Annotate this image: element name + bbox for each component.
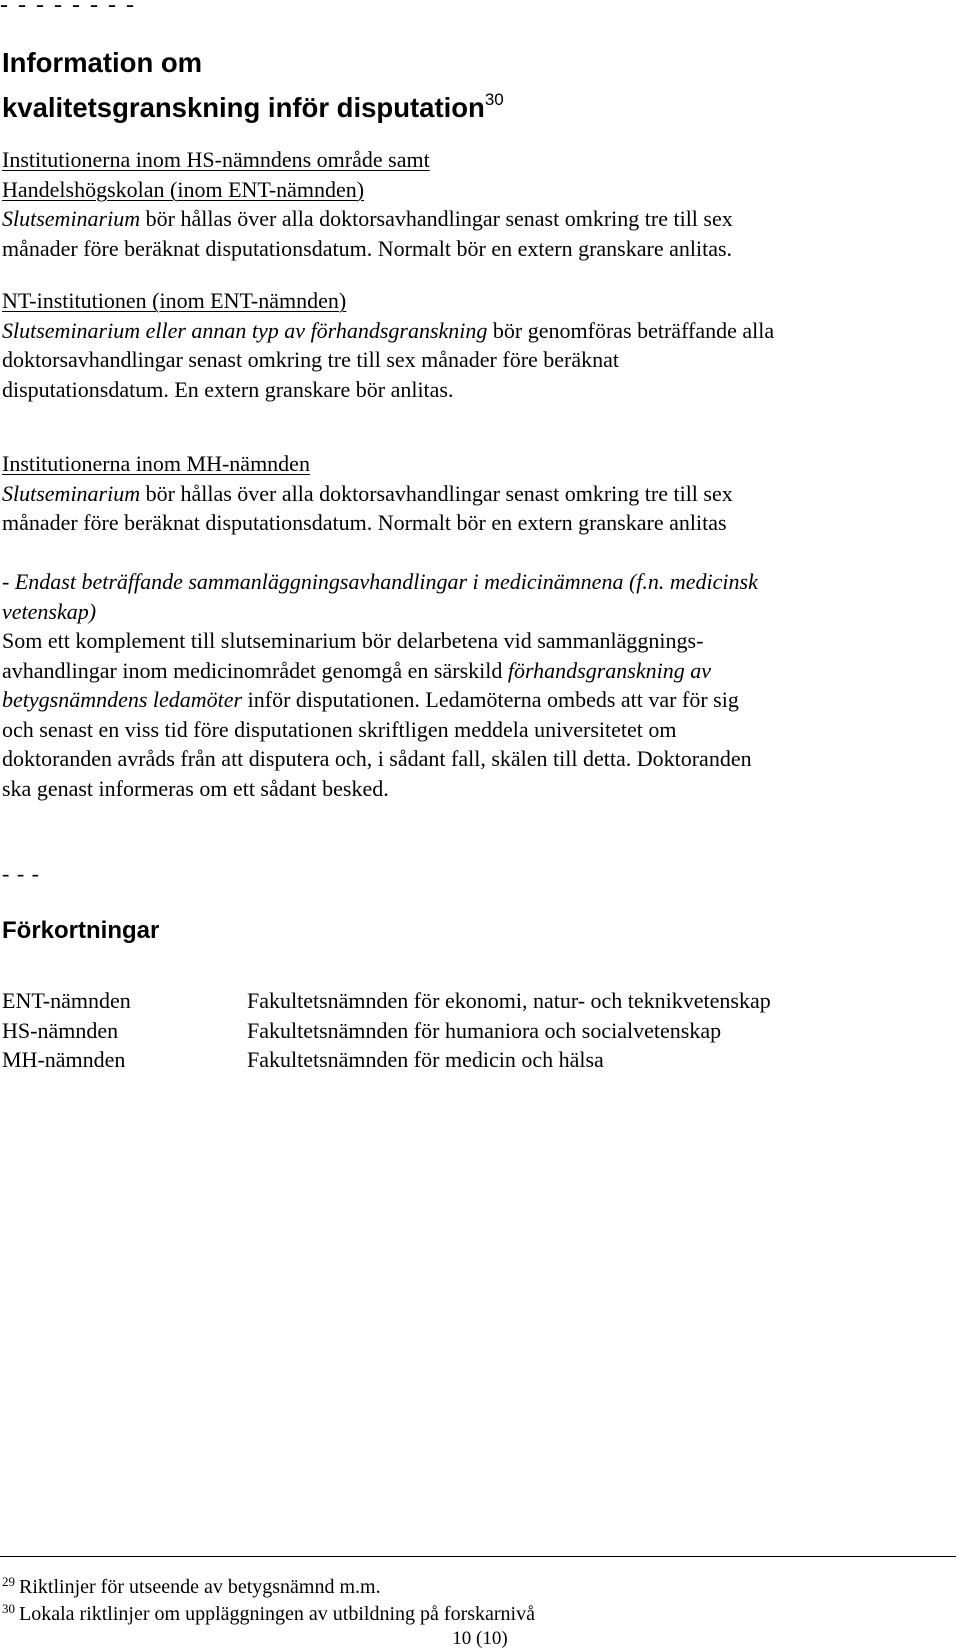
abbreviation-term: HS-nämnden xyxy=(2,1017,119,1043)
page-title-line1: Information om xyxy=(2,47,203,78)
section-hs-body-line2: månader före beräknat disputationsdatum. Normalt bör en extern granskare anlitas. xyxy=(2,235,733,261)
footnote-30 xyxy=(2,1601,535,1626)
abbreviation-definition: Fakultetsnämnden för humaniora och socialvetenskap xyxy=(247,1017,722,1043)
footnote-number: 29 xyxy=(2,1574,15,1589)
section-hs-title-line2: Handelshögskolan (inom ENT-nämnden) xyxy=(2,176,365,202)
section-med-line4: avhandlingar inom medicinområdet genomgå en särskild förhandsgranskning av xyxy=(2,657,711,683)
abbreviations-list xyxy=(2,986,771,1075)
page-title-line2: kvalitetsgranskning inför disputation$^{30}$ xyxy=(2,90,504,123)
section-hs xyxy=(2,145,952,263)
section-nt xyxy=(2,286,952,404)
section-med-line8: ska genast informeras om ett sådant besked. xyxy=(2,775,389,801)
top-separator: - - - - - - - - xyxy=(0,0,136,18)
abbreviations-title: Förkortningar xyxy=(2,917,160,944)
footnote-ref: 30 xyxy=(484,90,504,109)
section-nt-body-line3: disputationsdatum. En extern granskare bör anlitas. xyxy=(2,376,454,402)
footnote-text: Riktlinjer för utseende av betygsnämnd m.m. xyxy=(19,1576,381,1598)
section-med-line5: betygsnämndens ledamöter inför disputationen. Ledamöterna ombeds att var för sig xyxy=(2,687,739,712)
footnote-29 xyxy=(2,1574,381,1599)
abbreviation-term: ENT-nämnden xyxy=(2,988,131,1013)
section-mh-body-line2: månader före beräknat disputationsdatum. Normalt bör en extern granskare anlitas xyxy=(2,510,727,535)
page-number: 10 (10) xyxy=(452,1628,508,1649)
abbreviation-definition: Fakultetsnämnden för ekonomi, natur- och teknikvetenskap xyxy=(247,988,771,1013)
section-nt-title: NT-institutionen (inom ENT-nämnden) xyxy=(2,288,347,313)
abbreviation-row xyxy=(2,1016,771,1046)
section-nt-body-line2: doktorsavhandlingar senast omkring tre till sex månader före beräknat xyxy=(2,347,620,372)
section-med xyxy=(2,567,952,803)
abbreviation-row xyxy=(2,986,771,1016)
section-separator: - - - xyxy=(2,861,40,886)
abbreviation-definition: Fakultetsnämnden för medicin och hälsa xyxy=(247,1047,604,1072)
section-med-line3: Som ett komplement till slutseminarium bör delarbetena vid sammanläggnings- xyxy=(2,628,704,653)
abbreviation-term: MH-nämnden xyxy=(2,1047,126,1072)
footnote-text: Lokala riktlinjer om uppläggningen av utbildning på forskarnivå xyxy=(19,1603,535,1625)
section-mh-title: Institutionerna inom MH-nämnden xyxy=(2,451,310,476)
section-mh xyxy=(2,449,952,538)
section-hs-body-line1: Slutseminarium bör hållas över alla doktorsavhandlingar senast omkring tre till sex xyxy=(2,206,733,231)
section-med-line1: - Endast beträffande sammanläggningsavhandlingar i medicinämnena (f.n. medicinsk xyxy=(2,569,758,594)
section-med-line7: doktoranden avråds från att disputera och, i sådant fall, skälen till detta. Doktoranden xyxy=(2,746,752,771)
section-mh-body-line1: Slutseminarium bör hållas över alla doktorsavhandlingar senast omkring tre till sex xyxy=(2,480,733,506)
footnote-number: 30 xyxy=(2,1601,15,1616)
section-med-line6: och senast en viss tid före disputationen skriftligen meddela universitetet om xyxy=(2,716,677,742)
footnote-divider xyxy=(0,1556,956,1557)
section-med-line2: vetenskap) xyxy=(2,598,97,624)
abbreviation-row xyxy=(2,1045,771,1075)
page-title xyxy=(2,44,504,126)
section-nt-body-line1: Slutseminarium eller annan typ av förhandsgranskning bör genomföras beträffande alla xyxy=(2,317,775,343)
section-hs-title-line1: Institutionerna inom HS-nämndens område samt xyxy=(2,147,430,172)
